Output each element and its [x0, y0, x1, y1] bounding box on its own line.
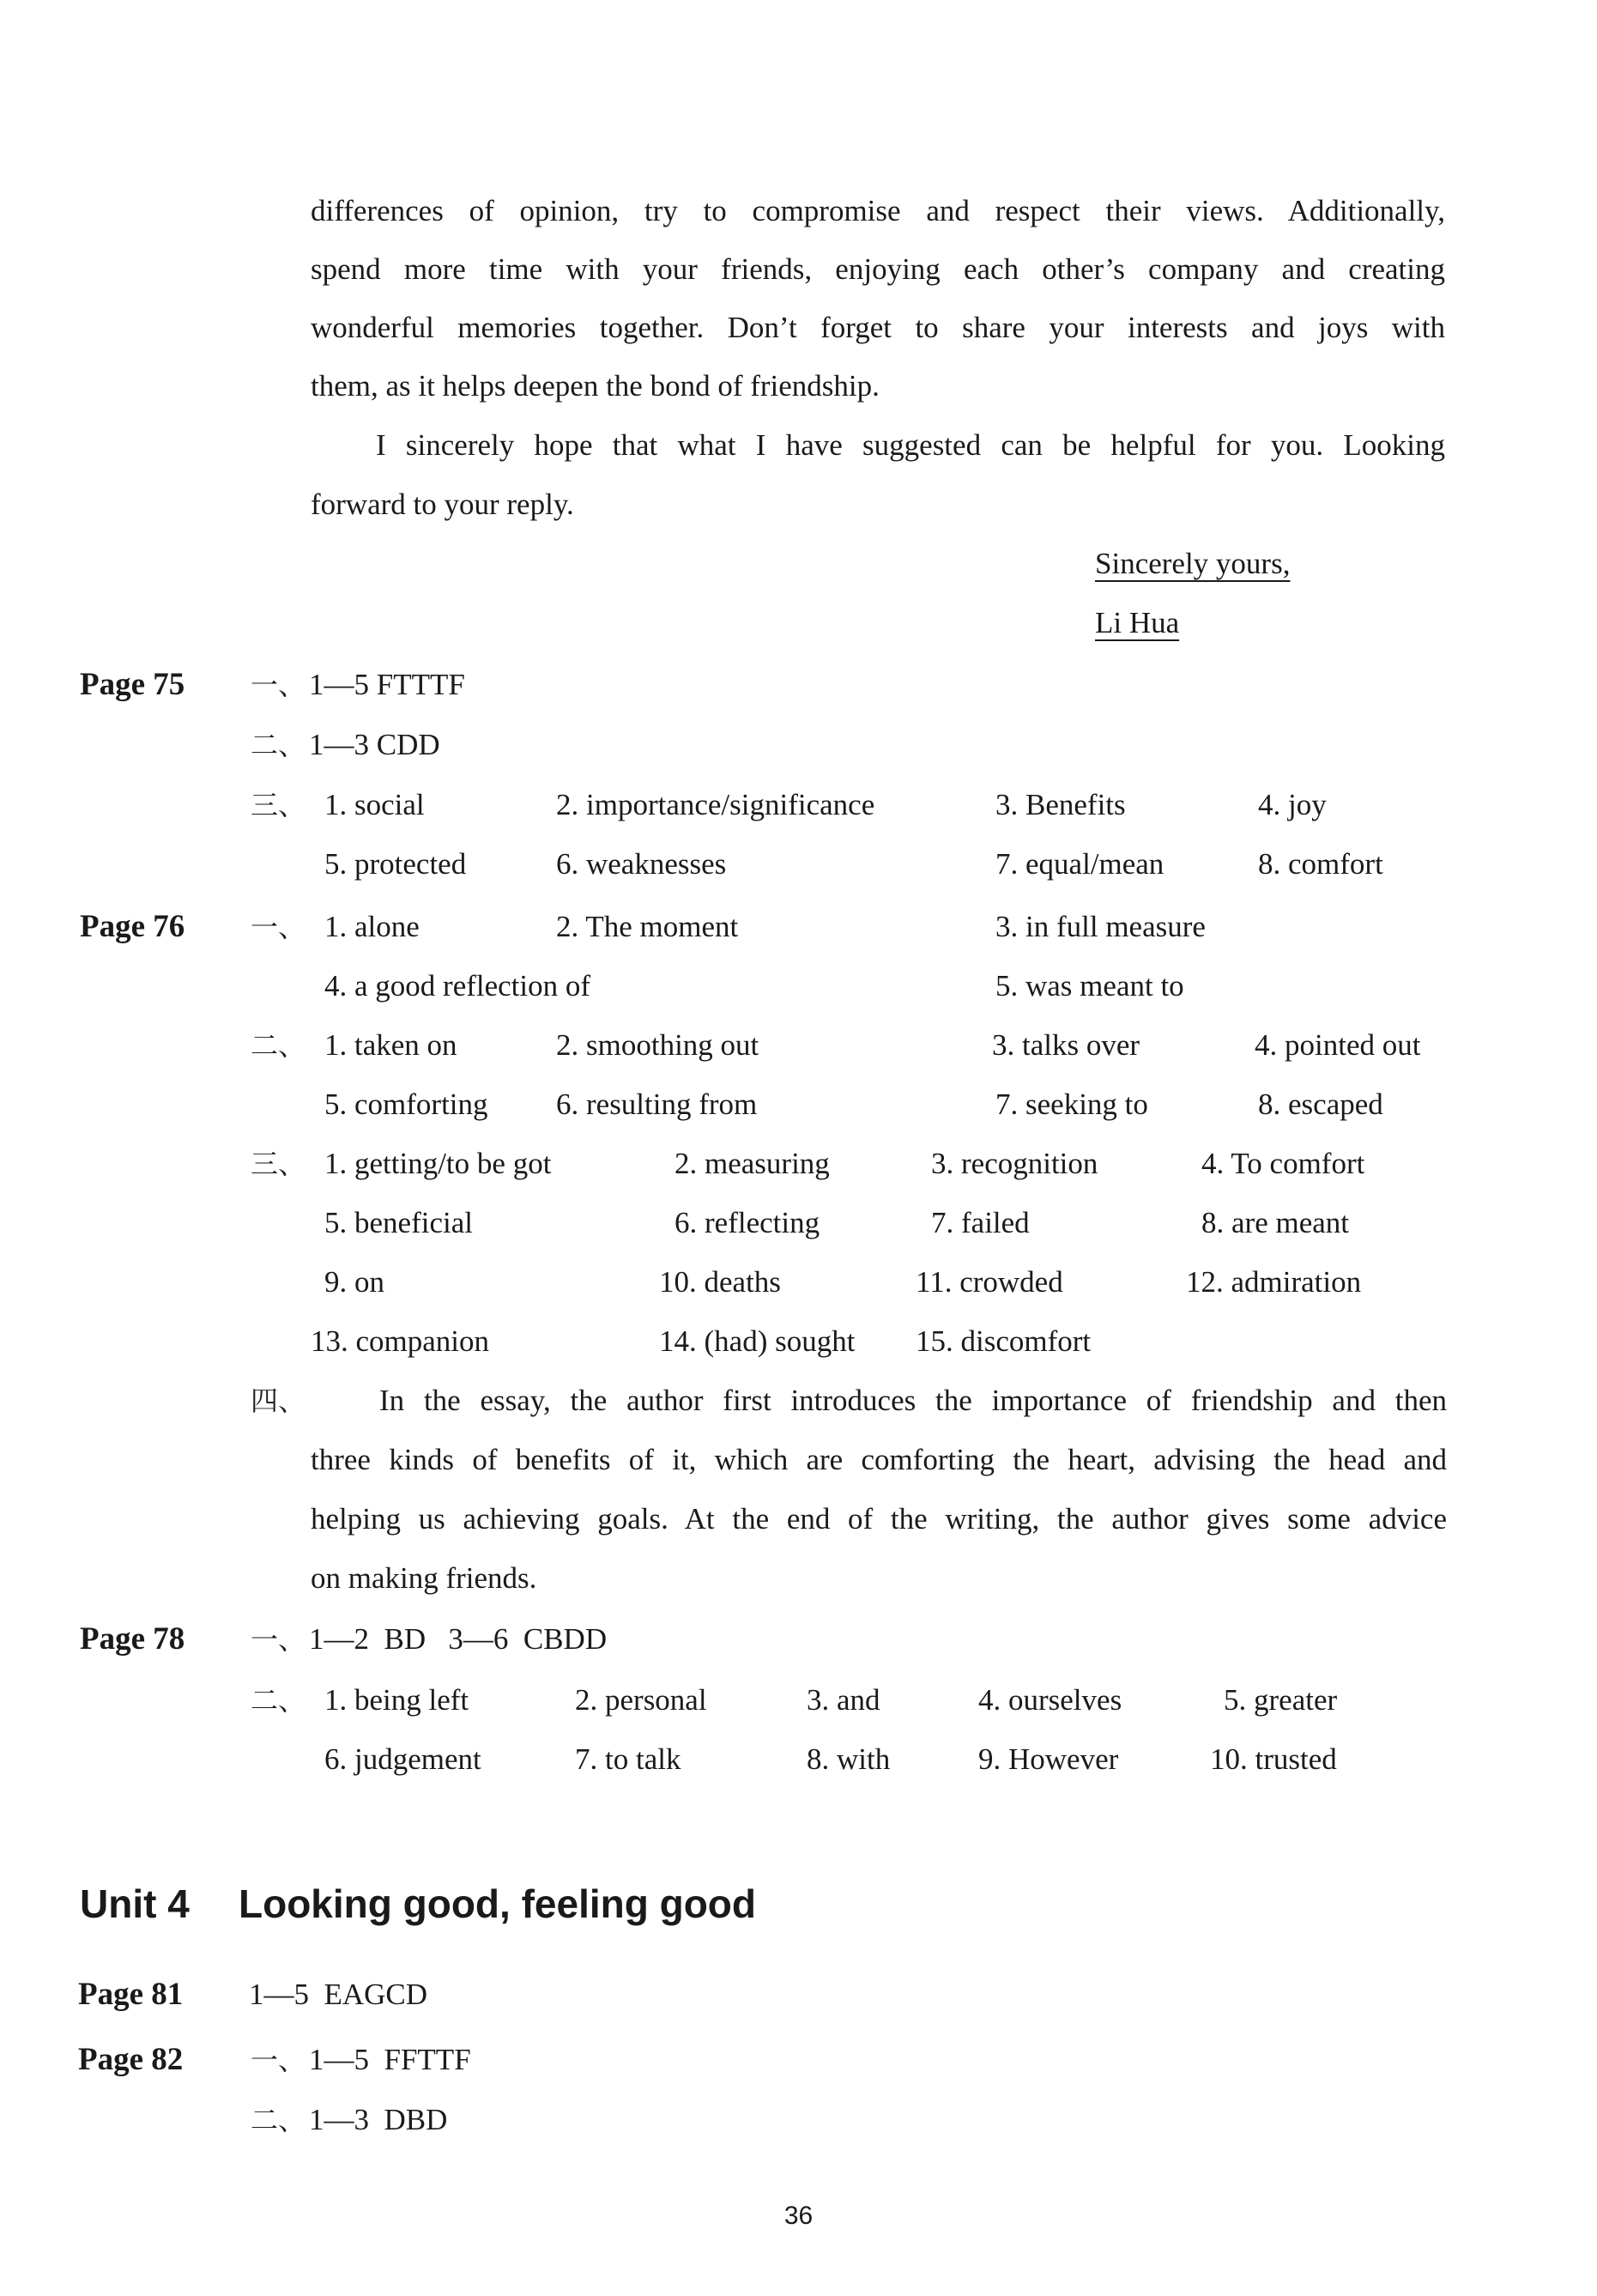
answer-item: 1. taken on [324, 1028, 457, 1062]
answer-item: 6. weaknesses [556, 847, 727, 881]
answer-text: 1—3 CDD [309, 728, 440, 761]
summary-line: three kinds of benefits of it, which are comforting the heart, advising the head and [311, 1443, 1447, 1476]
section-marker: 一、 [251, 669, 306, 701]
answer-item: 7. to talk [575, 1742, 681, 1776]
answer-text: 1—3 DBD [309, 2103, 448, 2136]
answer-item: 3. and [807, 1683, 880, 1717]
answer-item: 12. admiration [1186, 1265, 1362, 1299]
letter-line: I sincerely hope that what I have suggested can be helpful for you. Looking [376, 428, 1445, 462]
answer-item: 5. beneficial [324, 1206, 473, 1239]
answer-text: 1—5 FTTTF [309, 668, 465, 701]
summary-line: In the essay, the author first introduces the importance of friendship and then [379, 1384, 1447, 1417]
answer-item: 1. alone [324, 910, 420, 943]
answer-item: 14. (had) sought [659, 1324, 856, 1358]
answer-item: 9. on [324, 1265, 384, 1299]
answer-item: 8. comfort [1258, 847, 1383, 881]
answer-text: 1—2 BD 3—6 CBDD [309, 1622, 608, 1656]
answer-item: 7. seeking to [995, 1087, 1148, 1121]
letter-signature: Li Hua [1095, 606, 1180, 639]
answer-item: 6. resulting from [556, 1087, 758, 1121]
section-marker: 二、 [251, 2104, 306, 2136]
answer-item: 15. discomfort [916, 1324, 1092, 1358]
section-marker: 二、 [251, 1029, 306, 1062]
answer-item: 7. failed [931, 1206, 1030, 1239]
section-marker: 三、 [251, 789, 306, 821]
answer-item: 2. smoothing out [556, 1028, 759, 1062]
unit-number: Unit 4 [80, 1881, 190, 1926]
answer-item: 11. crowded [916, 1265, 1063, 1299]
answer-item: 1. getting/to be got [324, 1147, 552, 1180]
section-marker: 二、 [251, 1684, 306, 1717]
answer-text: 1—5 FFTTF [309, 2043, 471, 2076]
section-marker: 二、 [251, 729, 306, 761]
section-marker: 三、 [251, 1148, 306, 1180]
letter-line: forward to your reply. [311, 488, 574, 521]
answer-item: 5. greater [1224, 1683, 1338, 1717]
answer-item: 9. However [978, 1742, 1119, 1776]
answer-item: 3. in full measure [995, 910, 1206, 943]
answer-item: 5. comforting [324, 1087, 488, 1121]
answer-item: 4. pointed out [1255, 1028, 1421, 1062]
answer-item: 6. judgement [324, 1742, 481, 1776]
answer-item: 8. are meant [1201, 1206, 1349, 1239]
answer-item: 1. social [324, 788, 425, 821]
section-marker: 一、 [251, 1623, 306, 1656]
answer-item: 5. was meant to [995, 969, 1184, 1003]
answer-item: 10. trusted [1210, 1742, 1337, 1776]
section-marker: 四、 [251, 1384, 306, 1417]
letter-line: them, as it helps deepen the bond of friendship. [311, 369, 880, 403]
unit-title: Looking good, feeling good [239, 1881, 757, 1926]
answer-item: 8. escaped [1258, 1087, 1383, 1121]
page-label: Page 81 [78, 1977, 184, 2012]
answer-item: 3. Benefits [995, 788, 1126, 821]
page-label: Page 75 [80, 667, 185, 702]
section-marker: 一、 [251, 911, 306, 943]
answer-item: 6. reflecting [674, 1206, 820, 1239]
letter-line: wonderful memories together. Don’t forget to share your interests and joys with [311, 311, 1445, 344]
answer-item: 4. To comfort [1201, 1147, 1365, 1180]
summary-line: on making friends. [311, 1561, 537, 1595]
page-label: Page 76 [80, 909, 185, 944]
letter-closing: Sincerely yours, [1095, 547, 1291, 580]
answer-item: 3. talks over [992, 1028, 1140, 1062]
answer-item: 4. joy [1258, 788, 1327, 821]
section-marker: 一、 [251, 2044, 306, 2076]
answer-item: 1. being left [324, 1683, 469, 1717]
answer-item: 2. The moment [556, 910, 739, 943]
page-label: Page 78 [80, 1621, 185, 1657]
answer-text: 1—5 EAGCD [249, 1978, 428, 2011]
answer-item: 2. importance/significance [556, 788, 875, 821]
page-number: 36 [783, 2202, 814, 2230]
page-label: Page 82 [78, 2042, 184, 2077]
answer-item: 4. a good reflection of [324, 969, 591, 1003]
answer-item: 10. deaths [659, 1265, 781, 1299]
summary-line: helping us achieving goals. At the end of the writing, the author gives some advice [311, 1502, 1447, 1536]
answer-item: 2. personal [575, 1683, 707, 1717]
answer-item: 7. equal/mean [995, 847, 1164, 881]
letter-line: differences of opinion, try to compromise and respect their views. Additionally, [311, 194, 1445, 227]
answer-item: 5. protected [324, 847, 467, 881]
letter-line: spend more time with your friends, enjoying each other’s company and creating [311, 252, 1445, 286]
answer-item: 8. with [807, 1742, 891, 1776]
answer-item: 2. measuring [674, 1147, 830, 1180]
answer-item: 13. companion [311, 1324, 490, 1358]
answer-item: 3. recognition [931, 1147, 1098, 1180]
answer-item: 4. ourselves [978, 1683, 1122, 1717]
